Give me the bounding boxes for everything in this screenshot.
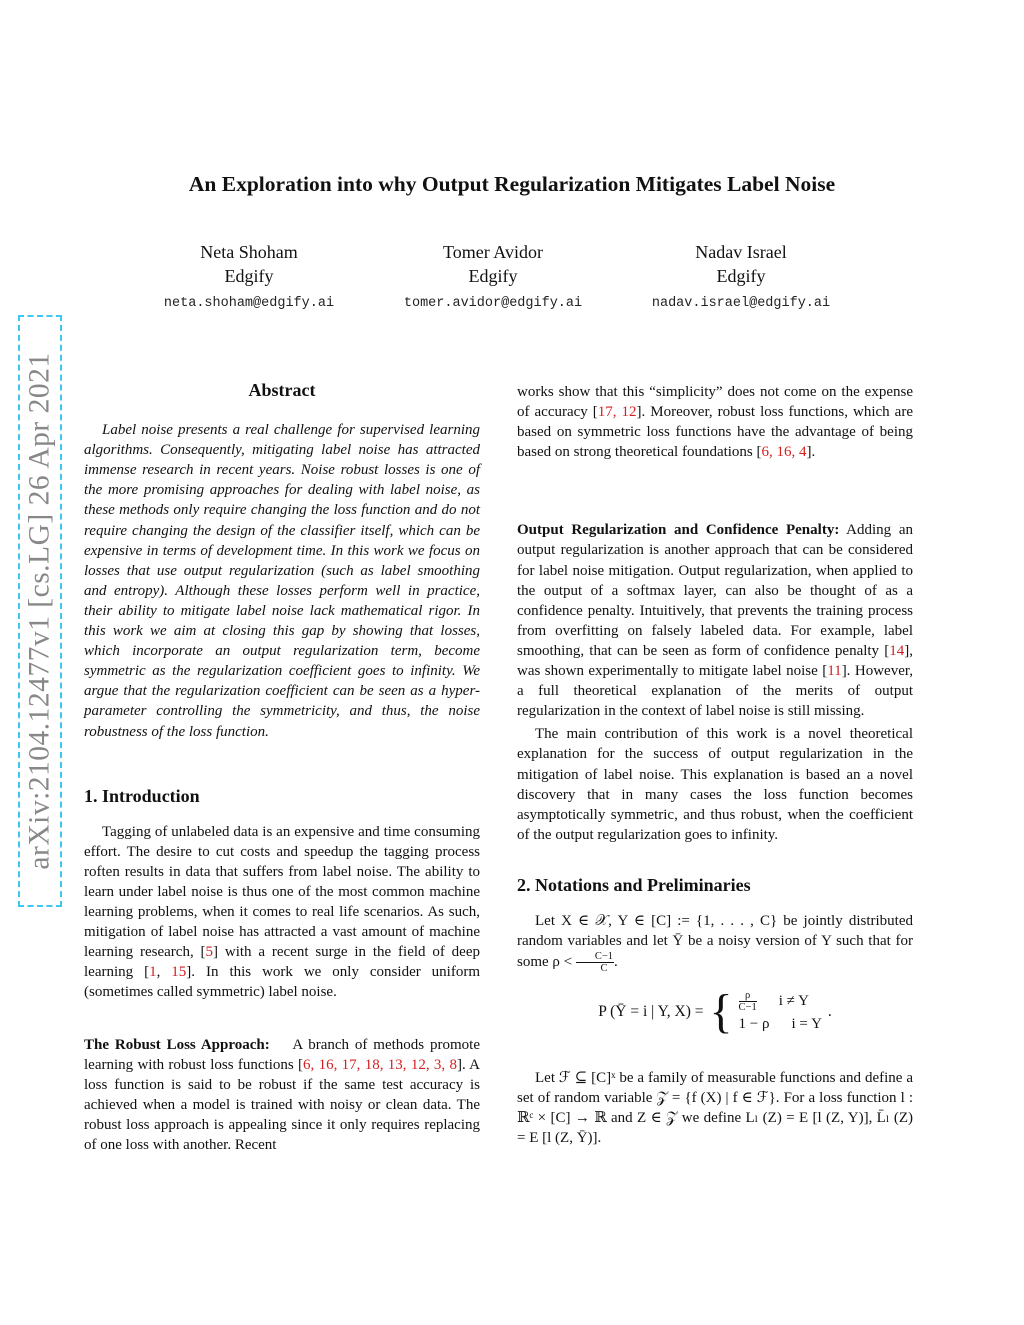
citation-link[interactable]: 15 — [171, 964, 187, 981]
loss-definition-paragraph: Let ℱ ⊆ [C]ˣ be a family of measurable functions and define a set of random variable 𝒵 = {f (X) | f ∈ ℱ}. For a loss function l : ℝᶜ × [C] → ℝ and Z ∈ 𝒵 we define Lₗ (Z) = E [l (Z, Y)], L̄ₗ (Z) = E [l (Z, Ȳ)]. — [517, 1070, 913, 1147]
robust-loss-continued: works show that this “simplicity” does not come on the expense of accuracy [17, 12]. Moreover, robust loss functions, which are based on symmetric loss functions have the advantage of being based on strong theoretical foundations [6, 16, 4]. — [517, 384, 913, 461]
intro-paragraph: Tagging of unlabeled data is an expensive and time consuming effort. The desire to cut costs and speedup the tagging process roften results in data that suffers from label noise. The ability to learn under label noise is thus one of the most common machine learning problems, when it comes to real life scenarios. As such, mitigation of label noise has attracted a vast amount of machine learning research, [5] with a recent surge in the field of deep learning [1, 15]. In this work we only consider uniform (sometimes called symmetric) label noise. — [84, 823, 481, 1001]
citation-link[interactable]: 11 — [827, 663, 842, 680]
author-email: nadav.israel@edgify.ai — [651, 296, 831, 311]
equation-case-row: 1 − ρ i = Y — [738, 1015, 822, 1032]
right-column — [517, 382, 913, 1149]
equation-case-row: $\frac{\rho}{C-1}$ i ≠ Y — [738, 989, 809, 1013]
section-heading-notations: 2. Notations and Preliminaries — [517, 874, 751, 895]
author-affiliation: Edgify — [716, 266, 766, 286]
author-affiliation: Edgify — [224, 266, 274, 286]
fraction: $\frac{C-1}{C}$ — [576, 951, 614, 974]
abstract-text: Label noise presents a real challenge for supervised learning algorithms. Consequently, mitigating label noise has attracted immense research in recent years. Noise robust losses is one of the more promising approaches for dealing with label noise, as these methods only require changing the loss function and do not require changing the design of the classifier itself, which can be expensive in terms of development time. In this work we focus on losses that use output regularization (such as label smoothing and entropy). Although these losses perform well in practice, their ability to mitigate label noise lack mathematical rigor. In this work we aim at closing this gap by showing that losses, which incorporate an output regularization term, become symmetric as the regularization coefficient goes to infinity. We argue that the regularization coefficient can be seen as a hyper-parameter controlling the symmetricity, and thus, the noise robustness of the loss function. — [84, 422, 480, 740]
author-affiliation: Edgify — [468, 266, 518, 286]
run-in-heading: Output Regularization and Confidence Penalty: — [517, 522, 840, 539]
author-block-1 — [119, 240, 379, 311]
citation-link[interactable]: 5 — [205, 944, 214, 961]
citation-link[interactable]: 14 — [889, 642, 905, 659]
output-regularization-paragraph: Output Regularization and Confidence Penalty: Adding an output regularization is another approach that can be considered for label noise mitigation. Output regularization, when applied to the output of a softmax layer, can also be thought of as a confidence penalty. Intuitively, that prevents the training process from overfitting on falsely labeled data. For example, label smoothing, that can be seen as form of confidence penalty [14], was shown experimentally to mitigate label noise [11]. However, a full theoretical explanation of the merits of output regularization in the context of label noise is still missing. — [517, 522, 914, 720]
author-name: Nadav Israel — [695, 242, 787, 262]
noise-model-equation — [517, 974, 913, 1050]
citation-links[interactable]: 6, 16, 17, 18, 13, 12, 3, 8 — [303, 1056, 457, 1073]
section-heading-introduction: 1. Introduction — [84, 785, 200, 806]
author-name: Neta Shoham — [200, 242, 298, 262]
main-contribution-paragraph: The main contribution of this work is a novel theoretical explanation for the success of output regularization in the mitigation of label noise. This explanation is based an a novel discovery that in many cases the loss function becomes asymptotically symmetric, and thus robust, when the coefficient of the output regularization goes to infinity. — [517, 726, 913, 843]
author-block-3 — [611, 240, 871, 311]
abstract-heading: Abstract — [248, 380, 316, 400]
run-in-heading: The Robust Loss Approach: — [84, 1036, 270, 1053]
equation-lhs: P (Ȳ = i | Y, X) = — [598, 1003, 704, 1021]
robust-loss-paragraph: The Robust Loss Approach: A branch of methods promote learning with robust loss functions [6, 16, 17, 18, 13, 12, 3, 8]. A loss function is said to be robust if the same test accuracy is achieved when a model is trained with noisy or clean data. The robust loss approach is appealing since it only requires replacing of one loss with another. Recent — [84, 1036, 481, 1153]
arxiv-stamp-text: arXiv:2104.12477v1 [cs.LG] 26 Apr 2021 — [23, 352, 56, 870]
author-name: Tomer Avidor — [443, 242, 543, 262]
author-email: neta.shoham@edgify.ai — [163, 296, 335, 311]
citation-link[interactable]: 1 — [149, 964, 157, 981]
arxiv-stamp — [18, 315, 62, 907]
abstract — [84, 420, 480, 742]
citation-links[interactable]: 6, 16, 4 — [761, 444, 807, 461]
paper-title: An Exploration into why Output Regularization Mitigates Label Noise — [188, 172, 836, 196]
author-email: tomer.avidor@edgify.ai — [403, 296, 583, 311]
left-column — [84, 380, 480, 1155]
fraction: $\frac{\rho}{C-1}$ — [738, 989, 757, 1013]
notation-paragraph: Let X ∈ 𝒳, Y ∈ [C] := {1, . . . , C} be jointly distributed random variables and let Ȳ be a noisy version of Y such that for some ρ < $\frac{C-1}{C}$ . — [517, 912, 913, 975]
equation-cases — [739, 990, 822, 1035]
author-block-2 — [363, 240, 623, 311]
equation-end: . — [827, 1003, 832, 1021]
citation-links[interactable]: 17, 12 — [597, 404, 637, 421]
equation-brace: { — [709, 985, 733, 1039]
